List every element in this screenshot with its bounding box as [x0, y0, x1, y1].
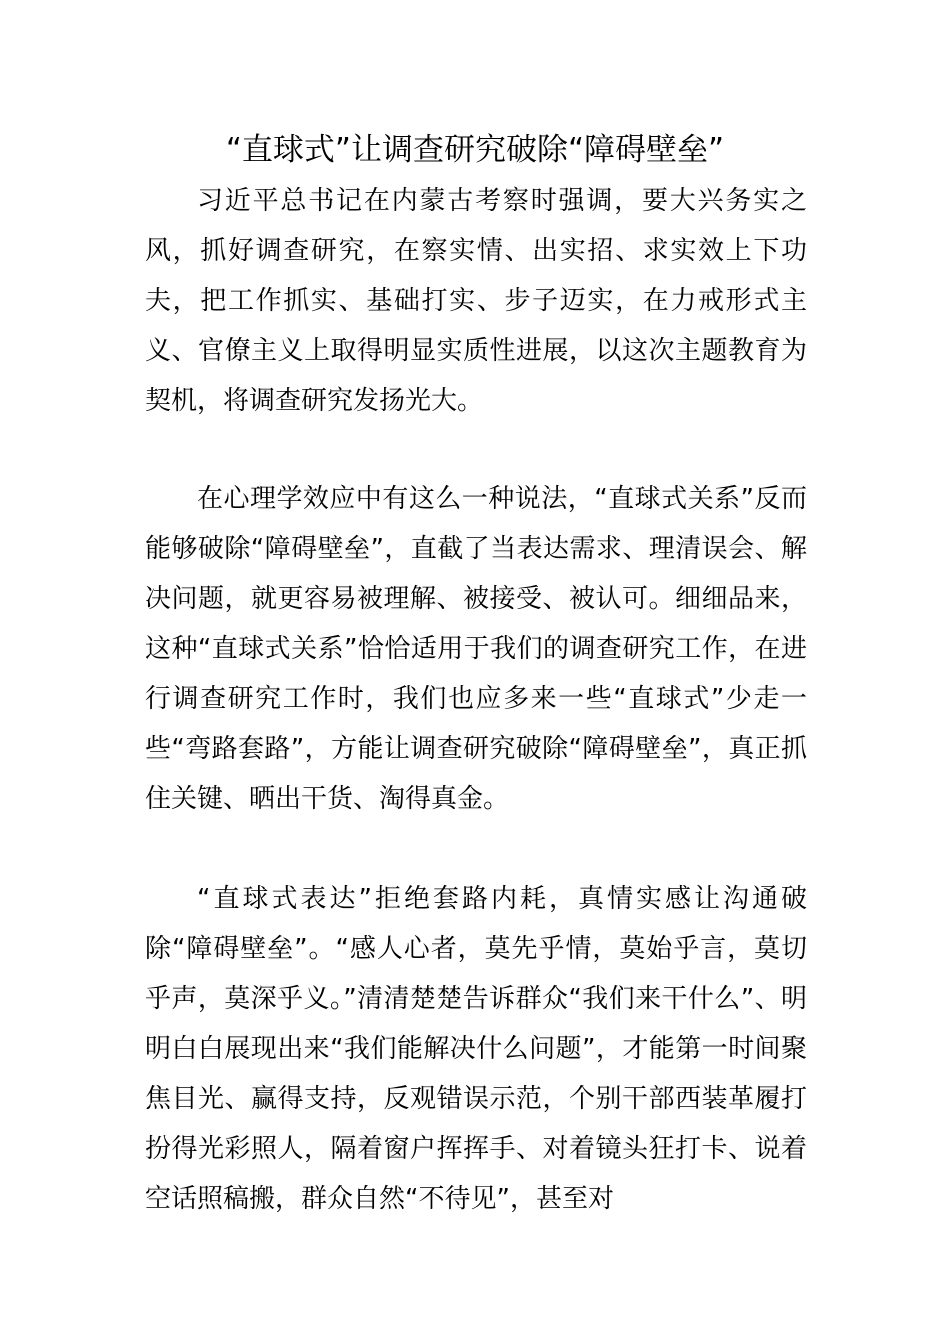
paragraph-2: 在心理学效应中有这么一种说法，“直球式关系”反而能够破除“障碍壁垒”，直截了当表达需求、理清误会、解决问题，就更容易被理解、被接受、被认可。细细品来，这种“直球式关系”恰恰适用于我们的调查研究工作，在进行调查研究工作时，我们也应多来一些“直球式”少走一些“弯路套路”，方能让调查研究破除“障碍壁垒”，真正抓住关键、晒出干货、淘得真金。	[145, 484, 807, 814]
document-title: “直球式”让调查研究破除“障碍壁垒”	[225, 132, 725, 168]
paragraph-1: 习近平总书记在内蒙古考察时强调，要大兴务实之风，抓好调查研究，在察实情、出实招、求实效上下功夫，把工作抓实、基础打实、步子迈实，在力戒形式主义、官僚主义上取得明显实质性进展，以这次主题教育为契机，将调查研究发扬光大。	[145, 186, 807, 416]
paragraph-3: “直球式表达”拒绝套路内耗，真情实感让沟通破除“障碍壁垒”。“感人心者，莫先乎情，莫始乎言，莫切乎声，莫深乎义。”清清楚楚告诉群众“我们来干什么”、明明白白展现出来“我们能解决什么问题”，才能第一时间聚焦目光、赢得支持，反观错误示范，个别干部西装革履打扮得光彩照人，隔着窗户挥挥手、对着镜头狂打卡、说着空话照稿搬，群众自然“不待见”，甚至对	[145, 884, 807, 1214]
